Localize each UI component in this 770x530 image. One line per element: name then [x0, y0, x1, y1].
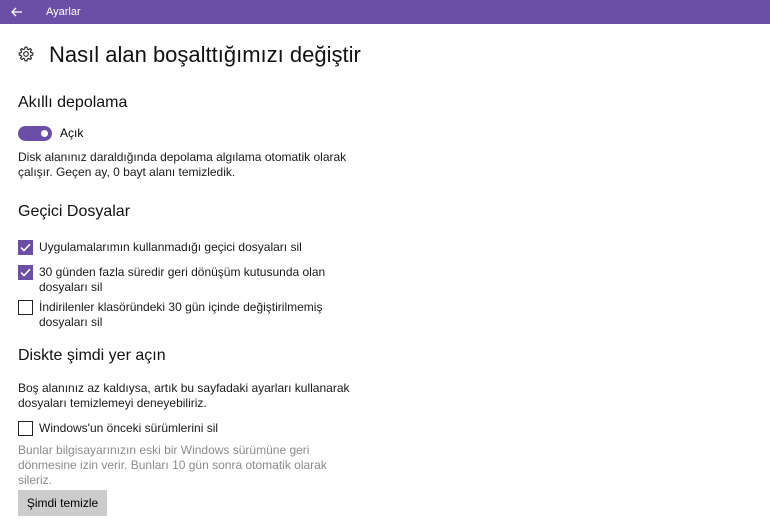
smart-storage-heading: Akıllı depolama [18, 94, 128, 111]
gear-icon [18, 46, 34, 62]
page-title: Nasıl alan boşalttığımızı değiştir [49, 42, 361, 67]
app-title: Ayarlar [46, 6, 81, 18]
checkbox-downloads[interactable] [18, 300, 33, 315]
checkbox-label: İndirilenler klasöründeki 30 gün içinde değiştirilmemiş dosyaları sil [39, 300, 323, 329]
checkbox-label: Uygulamalarımın kullanmadığı geçici dosyaları sil [39, 240, 302, 254]
checkmark-icon [18, 240, 33, 255]
smart-storage-description: Disk alanınız daraldığında depolama algılama otomatik olarak çalışır. Geçen ay, 0 bayt alanı temizledik. [18, 150, 347, 179]
free-space-heading: Diskte şimdi yer açın [18, 347, 166, 364]
checkbox-label: 30 günden fazla süredir geri dönüşüm kutusunda olan dosyaları sil [39, 265, 326, 294]
clean-now-button[interactable]: Şimdi temizle [18, 490, 107, 516]
toggle-knob [41, 130, 48, 137]
back-button[interactable] [0, 0, 34, 24]
checkbox-recycle-bin[interactable] [18, 265, 33, 280]
title-bar [0, 0, 770, 24]
arrow-left-icon [11, 7, 23, 17]
smart-storage-toggle[interactable] [18, 126, 52, 141]
checkmark-icon [18, 265, 33, 280]
toggle-state-label: Açık [60, 126, 84, 140]
free-space-description: Boş alanınız az kaldıysa, artık bu sayfadaki ayarları kullanarak dosyaları temizlemeyi deneyebiliriz. [18, 381, 350, 410]
temp-files-heading: Geçici Dosyalar [18, 203, 131, 220]
checkbox-label: Windows'un önceki sürümlerini sil [39, 421, 219, 435]
checkbox-unused-temp-files[interactable] [18, 240, 33, 255]
previous-windows-hint: Bunlar bilgisayarınızın eski bir Windows sürümüne geri dönmesine izin verir. Bunları 10 gün sonra otomatik olarak sileriz. [18, 443, 327, 487]
checkbox-previous-windows[interactable] [18, 421, 33, 436]
